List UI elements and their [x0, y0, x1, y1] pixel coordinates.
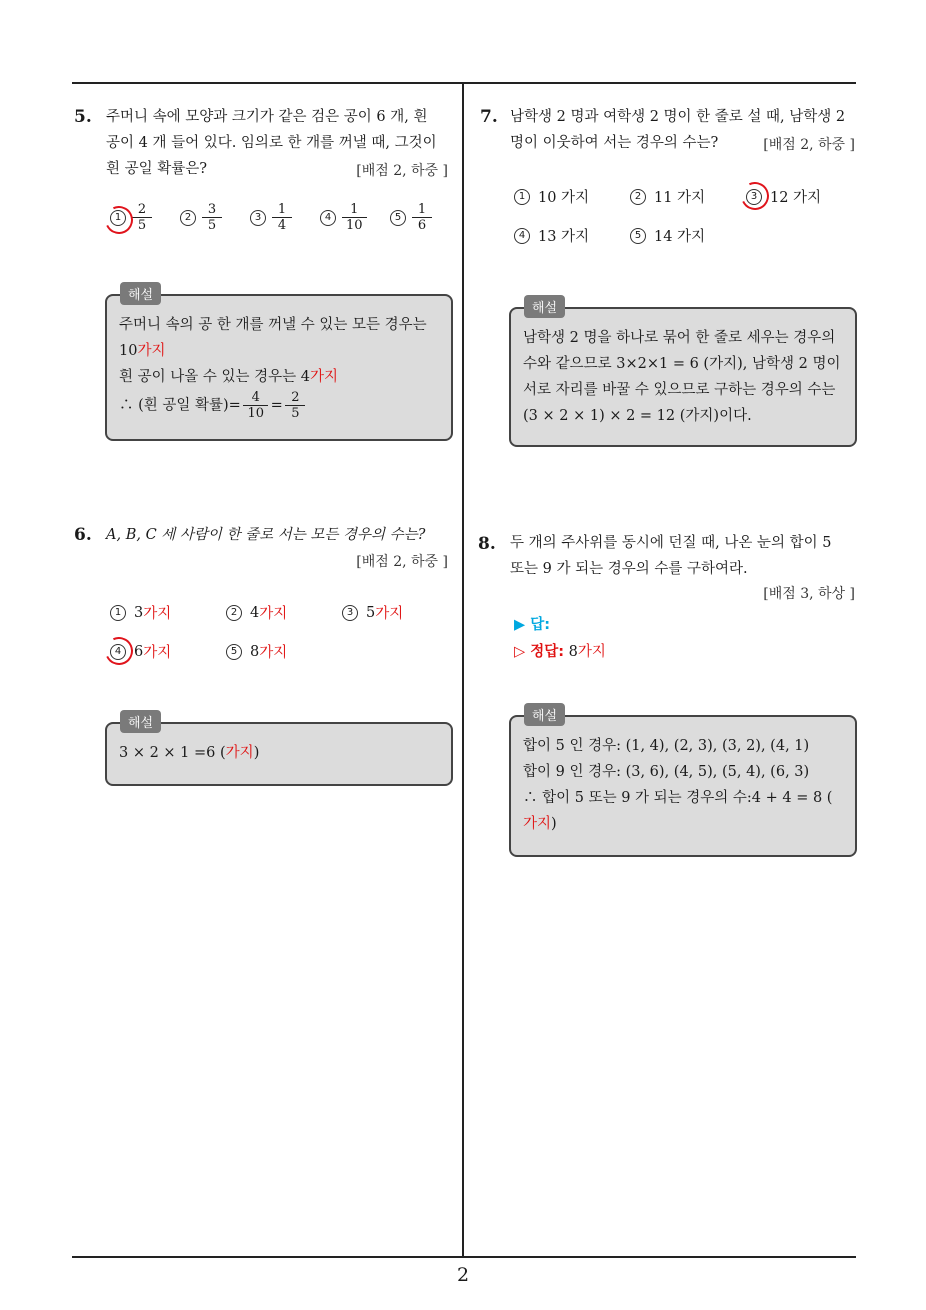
q7-line-1: 남학생 2 명과 여학생 2 명이 한 줄로 설 때, 남학생 2: [510, 109, 846, 125]
q7-option-4[interactable]: 4 13 가지: [514, 225, 589, 246]
q5-exp-line-2: 10가지: [119, 343, 166, 359]
fraction: $\frac{1}{4}$: [274, 202, 290, 233]
q5-line-3: 흰 공일 확률은?: [106, 161, 208, 177]
q6-explanation-tag: 해설: [120, 710, 161, 733]
q7-line-2: 명이 이웃하여 서는 경우의 수는?: [510, 135, 719, 151]
q8-exp-line-1: 합이 5 인 경우: (1, 4), (2, 3), (3, 2), (4, 1): [523, 738, 810, 754]
q5-meta: [배점 2, 하중 ]: [356, 163, 448, 179]
q6-line-1: A, B, C 세 사람이 한 줄로 서는 모든 경우의 수는?: [106, 527, 426, 543]
q7-number: 7.: [480, 107, 498, 127]
q7-option-3[interactable]: 3 12 가지: [746, 186, 821, 207]
q7-option-5[interactable]: 5 14 가지: [630, 225, 705, 246]
answer-circle-mark: [101, 633, 137, 669]
circled-number: 4: [514, 228, 530, 244]
q8-exp-line-4: 가지): [523, 816, 557, 832]
column-divider: [462, 82, 464, 1257]
q8-line-2: 또는 9 가 되는 경우의 수를 구하여라.: [510, 561, 748, 577]
circled-number: 2: [630, 189, 646, 205]
circled-number: 1: [110, 210, 126, 226]
q6-option-5[interactable]: 5 8 가지: [226, 641, 287, 662]
q8-question: [510, 530, 831, 582]
q8-number: 8.: [478, 534, 496, 554]
answer-label: ▶ 답:: [514, 617, 551, 633]
q6-question: [106, 522, 425, 548]
q5-explanation-box: [105, 294, 453, 441]
circled-number: 3: [746, 189, 762, 205]
q5-option-4[interactable]: [320, 202, 365, 233]
circled-number: 3: [250, 210, 266, 226]
circled-number: 2: [180, 210, 196, 226]
circled-number: 5: [226, 644, 242, 660]
q5-exp-line-3: 흰 공이 나올 수 있는 경우는 4가지: [119, 369, 338, 385]
q6-exp-line-1: 3 × 2 × 1 =6 (가지): [119, 745, 260, 761]
q6-meta: [배점 2, 하중 ]: [356, 554, 448, 570]
circled-number: 1: [514, 189, 530, 205]
q5-line-2: 공이 4 개 들어 있다. 임의로 한 개를 꺼낼 때, 그것이: [106, 135, 437, 151]
q8-exp-line-2: 합이 9 인 경우: (3, 6), (4, 5), (5, 4), (6, 3): [523, 764, 810, 780]
q8-explanation-tag: 해설: [524, 703, 565, 726]
q7-explanation-tag: 해설: [524, 295, 565, 318]
q6-option-1[interactable]: 1 3 가지: [110, 602, 171, 623]
q7-option-2[interactable]: 2 11 가지: [630, 186, 705, 207]
fraction: $\frac{1}{10}$: [344, 202, 365, 233]
q5-exp-line-1: 주머니 속의 공 한 개를 꺼낼 수 있는 모든 경우는: [119, 317, 427, 333]
q8-meta: [배점 3, 하상 ]: [763, 586, 855, 602]
q6-option-3[interactable]: 3 5 가지: [342, 602, 403, 623]
circled-number: 4: [110, 644, 126, 660]
q8-exp-line-3: ∴ 합이 5 또는 9 가 되는 경우의 수:4 + 4 = 8 (: [523, 790, 833, 806]
fraction: $\frac{1}{6}$: [414, 202, 430, 233]
q6-number: 6.: [74, 525, 92, 545]
circled-number: 4: [320, 210, 336, 226]
page-number: 2: [456, 1264, 470, 1286]
top-rule: [72, 82, 856, 84]
q6-option-4[interactable]: 4 6 가지: [110, 641, 171, 662]
circled-number: 5: [630, 228, 646, 244]
q5-explanation-tag: 해설: [120, 282, 161, 305]
q5-option-2[interactable]: [180, 202, 220, 233]
q7-explanation-box: [509, 307, 857, 447]
fraction: $\frac{2}{5}$: [134, 202, 150, 233]
q5-number: 5.: [74, 107, 92, 127]
circled-number: 3: [342, 605, 358, 621]
q7-exp-line-3: 서로 자리를 바꿀 수 있으므로 구하는 경우의 수는: [523, 382, 836, 398]
q7-exp-line-1: 남학생 2 명을 하나로 묶어 한 줄로 세우는 경우의: [523, 330, 836, 346]
bottom-rule: [72, 1256, 856, 1258]
q7-meta: [배점 2, 하중 ]: [763, 137, 855, 153]
q7-exp-line-2: 수와 같으므로 3×2×1 = 6 (가지), 남학생 2 명이: [523, 356, 841, 372]
q5-option-3[interactable]: [250, 202, 290, 233]
q7-exp-line-4: (3 × 2 × 1) × 2 = 12 (가지)이다.: [523, 408, 752, 424]
answer-circle-mark: [737, 178, 773, 214]
q8-correct-answer: ▷ 정답: 8가지: [514, 644, 606, 660]
q5-line-1: 주머니 속에 모양과 크기가 같은 검은 공이 6 개, 흰: [106, 109, 428, 125]
circled-number: 2: [226, 605, 242, 621]
q6-option-2[interactable]: 2 4 가지: [226, 602, 287, 623]
correct-label: ▷ 정답:: [514, 644, 565, 660]
q5-option-5[interactable]: [390, 202, 430, 233]
q8-line-1: 두 개의 주사위를 동시에 던질 때, 나온 눈의 합이 5: [510, 535, 832, 551]
fraction: $\frac{3}{5}$: [204, 202, 220, 233]
circled-number: 1: [110, 605, 126, 621]
q8-explanation-box: [509, 715, 857, 857]
circled-number: 5: [390, 210, 406, 226]
q7-option-1[interactable]: 1 10 가지: [514, 186, 589, 207]
q8-answer-field[interactable]: [514, 613, 550, 634]
q5-exp-line-4: ∴ (흰 공일 확률)= $\frac{4}{10}$ = $\frac{2}{5}$: [119, 390, 439, 421]
